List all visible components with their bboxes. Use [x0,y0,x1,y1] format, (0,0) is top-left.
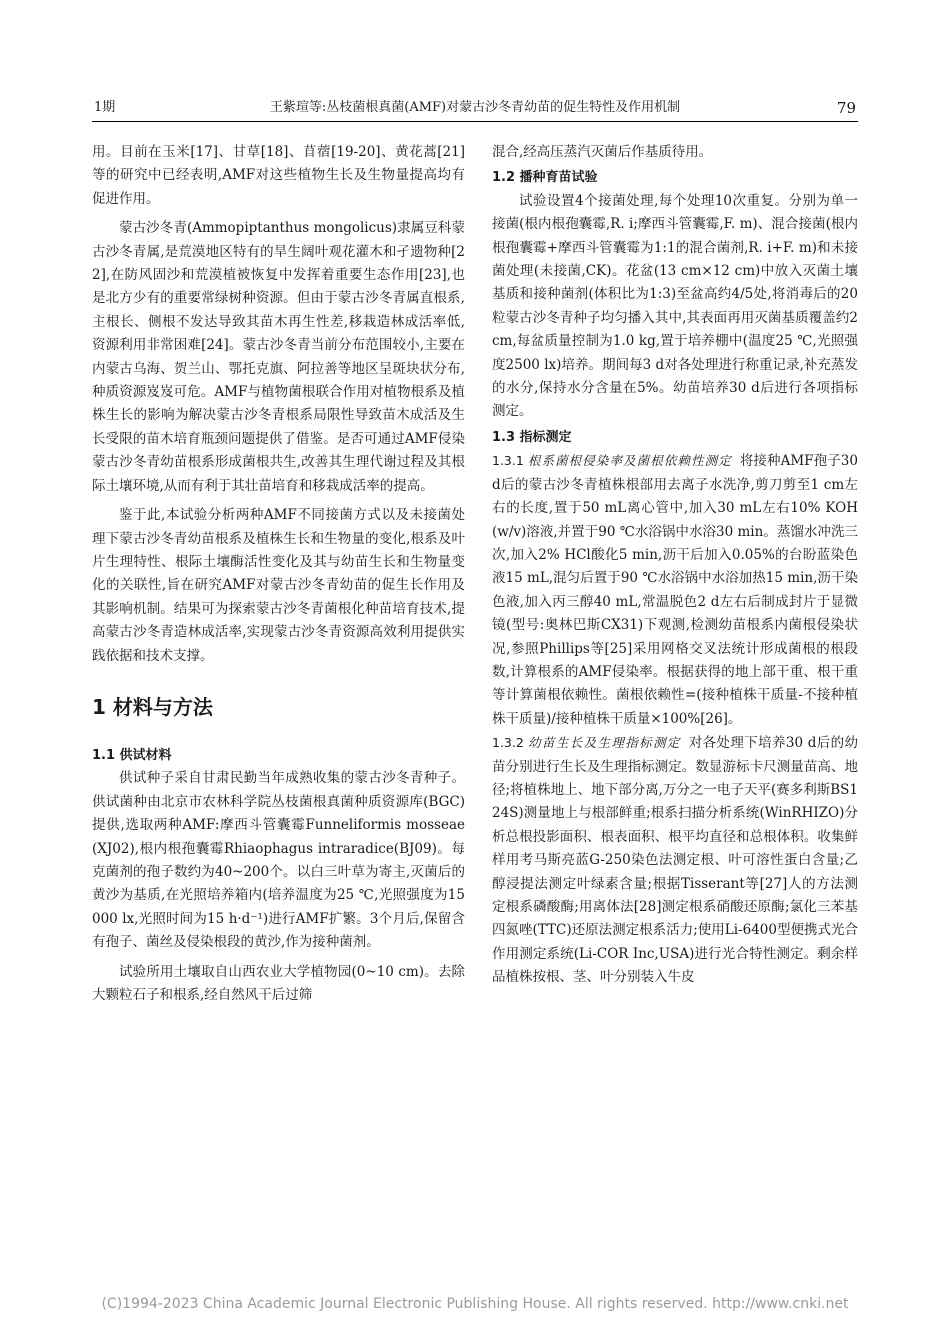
issue-number: 1期 [94,100,116,115]
page-number: 79 [836,99,856,117]
paragraph: 试验所用土壤取自山西农业大学植物园(0~10 cm)。去除大颗粒石子和根系,经自然风干后过筛 [92,963,465,1003]
paragraph-text: 将接种AMF孢子30 d后的蒙古沙冬青植株根部用去离子水洗净,剪刀剪至1 cm左右的长度,置于50 mL离心管中,加入30 mL左右10% KOH(w/v)溶液,并置于90 ℃水浴锅中水浴30 min。蒸馏水冲洗三次,加入2% HCl酸化5 min,沥干后加入0.05%的台盼蓝染色液15 mL,混匀后置于90 ℃水浴锅中水浴加热15 min,沥干染色液,加入丙三醇40 mL,常温脱色2 d左右后制成封片于显微镜(型号:奥林巴斯CX31)下观测,检测幼苗根系内菌根侵染状况,参照Phillips等[25]采用网格交叉法统计形成菌根的根段数,计算根系的AMF侵染率。根据获得的地上部干重、根干重等计算菌根依赖性。菌根依赖性=(接种植株干质量-不接种植株干质量)/接种植株干质量×100%[26]。 [492,453,858,727]
subsection-heading: 1.2 播种育苗试验 [492,170,598,186]
paragraph: 用。目前在玉米[17]、甘草[18]、苜蓿[19-20]、黄花蒿[21]等的研究中已经表明,AMF对这些植物生长及生物量提高均有促进作用。 [92,144,465,207]
copyright-footer: (C)1994-2023 China Academic Journal Electronic Publishing House. All rights reserved. http://www.cnki.net [101,1296,849,1312]
running-header [92,98,858,122]
right-column [492,141,858,990]
paragraph: 混合,经高压蒸汽灭菌后作基质待用。 [492,144,713,160]
paragraph: 供试种子采自甘肃民勤当年成熟收集的蒙古沙冬青种子。供试菌种由北京市农林科学院丛枝菌根真菌种质资源库(BGC)提供,选取两种AMF:摩西斗管囊霉Funneliformis mosseae(XJ02),根内根孢囊霉Rhiaophagus intraradice(BJ09)。每克菌剂的孢子数约为40~200个。以白三叶草为寄主,灭菌后的黄沙为基质,在光照培养箱内(培养温度为25 ℃,光照强度为15000 lx,光照时间为15 h·d⁻¹)进行AMF扩繁。3个月后,保留含有孢子、菌丝及侵染根段的黄沙,作为接种菌剂。 [92,770,465,951]
left-column [92,141,465,1007]
paragraph [492,449,858,731]
running-title: 王紫瑄等:丛枝菌根真菌(AMF)对蒙古沙冬青幼苗的促生特性及作用机制 [269,100,681,115]
subsection-heading: 1.3 指标测定 [492,429,572,445]
paragraph: 鉴于此,本试验分析两种AMF不同接菌方式以及未接菌处理下蒙古沙冬青幼苗根系及植株生长和生物量的变化,根系及叶片生理特性、根际土壤酶活性变化及其与幼苗生长和生物量变化的关联性,旨在研究AMF对蒙古沙冬青幼苗的促生长作用及其影响机制。结果可为探索蒙古沙冬青菌根化种苗培育技术,提高蒙古沙冬青造林成活率,实现蒙古沙冬青资源高效利用提供实践依据和技术支撑。 [92,507,465,664]
subsubsection-title: 根系菌根侵染率及菌根依赖性测定 [527,453,732,469]
subsection-heading: 1.1 供试材料 [92,747,172,763]
paragraph-text: 对各处理下培养30 d后的幼苗分别进行生长及生理指标测定。数显游标卡尺测量苗高、地径;将植株地上、地下部分离,万分之一电子天平(赛多利斯BS124S)测量地上与根部鲜重;根系扫描分析系统(WinRHIZO)分析总根投影面积、根表面积、根平均直径和总根体积。收集鲜样用考马斯亮蓝G-250染色法测定根、叶可溶性蛋白含量;乙醇浸提法测定叶绿素含量;根据Tisserant等[27]人的方法测定根系磷酸酶;用离体法[28]测定根系硝酸还原酶;氯化三苯基四氮唑(TTC)还原法测定根系活力;使用Li-6400型便携式光合作用测定系统(Li-COR Inc,USA)进行光合特性测定。剩余样品植株按根、茎、叶分别装入牛皮 [492,735,858,986]
subsubsection-number: 1.3.2 [492,735,524,751]
section-heading: 1 材料与方法 [92,694,213,719]
paragraph [492,731,858,989]
subsubsection-title: 幼苗生长及生理指标测定 [527,735,681,751]
paragraph: 蒙古沙冬青(Ammopiptanthus mongolicus)隶属豆科蒙古沙冬青属,是荒漠地区特有的旱生阔叶观花灌木和孑遗物种[22],在防风固沙和荒漠植被恢复中发挥着重要生态作用[23],也是北方少有的重要常绿树种资源。但由于蒙古沙冬青属直根系,主根长、侧根不发达导致其苗木再生性差,移栽造林成活率低,资源利用非常困难[24]。蒙古沙冬青当前分布范围较小,主要在内蒙古乌海、贺兰山、鄂托克旗、阿拉善等地区呈斑块状分布,种质资源岌岌可危。AMF与植物菌根联合作用对植物根系及植株生长的影响为解决蒙古沙冬青根系局限性导致苗木成活及生长受限的苗木培育瓶颈问题提供了借鉴。是否可通过AMF侵染蒙古沙冬青幼苗根系形成菌根共生,改善其生理代谢过程及其根际土壤环境,从而有利于其壮苗培育和移栽成活率的提高。 [92,220,465,494]
paragraph: 试验设置4个接菌处理,每个处理10次重复。分别为单一接菌(根内根孢囊霉,R. i;摩西斗管囊霉,F. m)、混合接菌(根内根孢囊霉+摩西斗管囊霉为1:1的混合菌剂,R. i+F. m)和未接菌处理(未接菌,CK)。花盆(13 cm×12 cm)中放入灭菌土壤基质和接种菌剂(体积比为1:3)至盆高约4/5处,将消毒后的20粒蒙古沙冬青种子均匀播入其中,其表面再用灭菌基质覆盖约2 cm,每盆质量控制为1.0 kg,置于培养棚中(温度25 ℃,光照强度2500 lx)培养。期间每3 d对各处理进行称重记录,补充蒸发的水分,保持水分含量在5%。幼苗培养30 d后进行各项指标测定。 [492,192,858,420]
subsubsection-number: 1.3.1 [492,453,524,469]
